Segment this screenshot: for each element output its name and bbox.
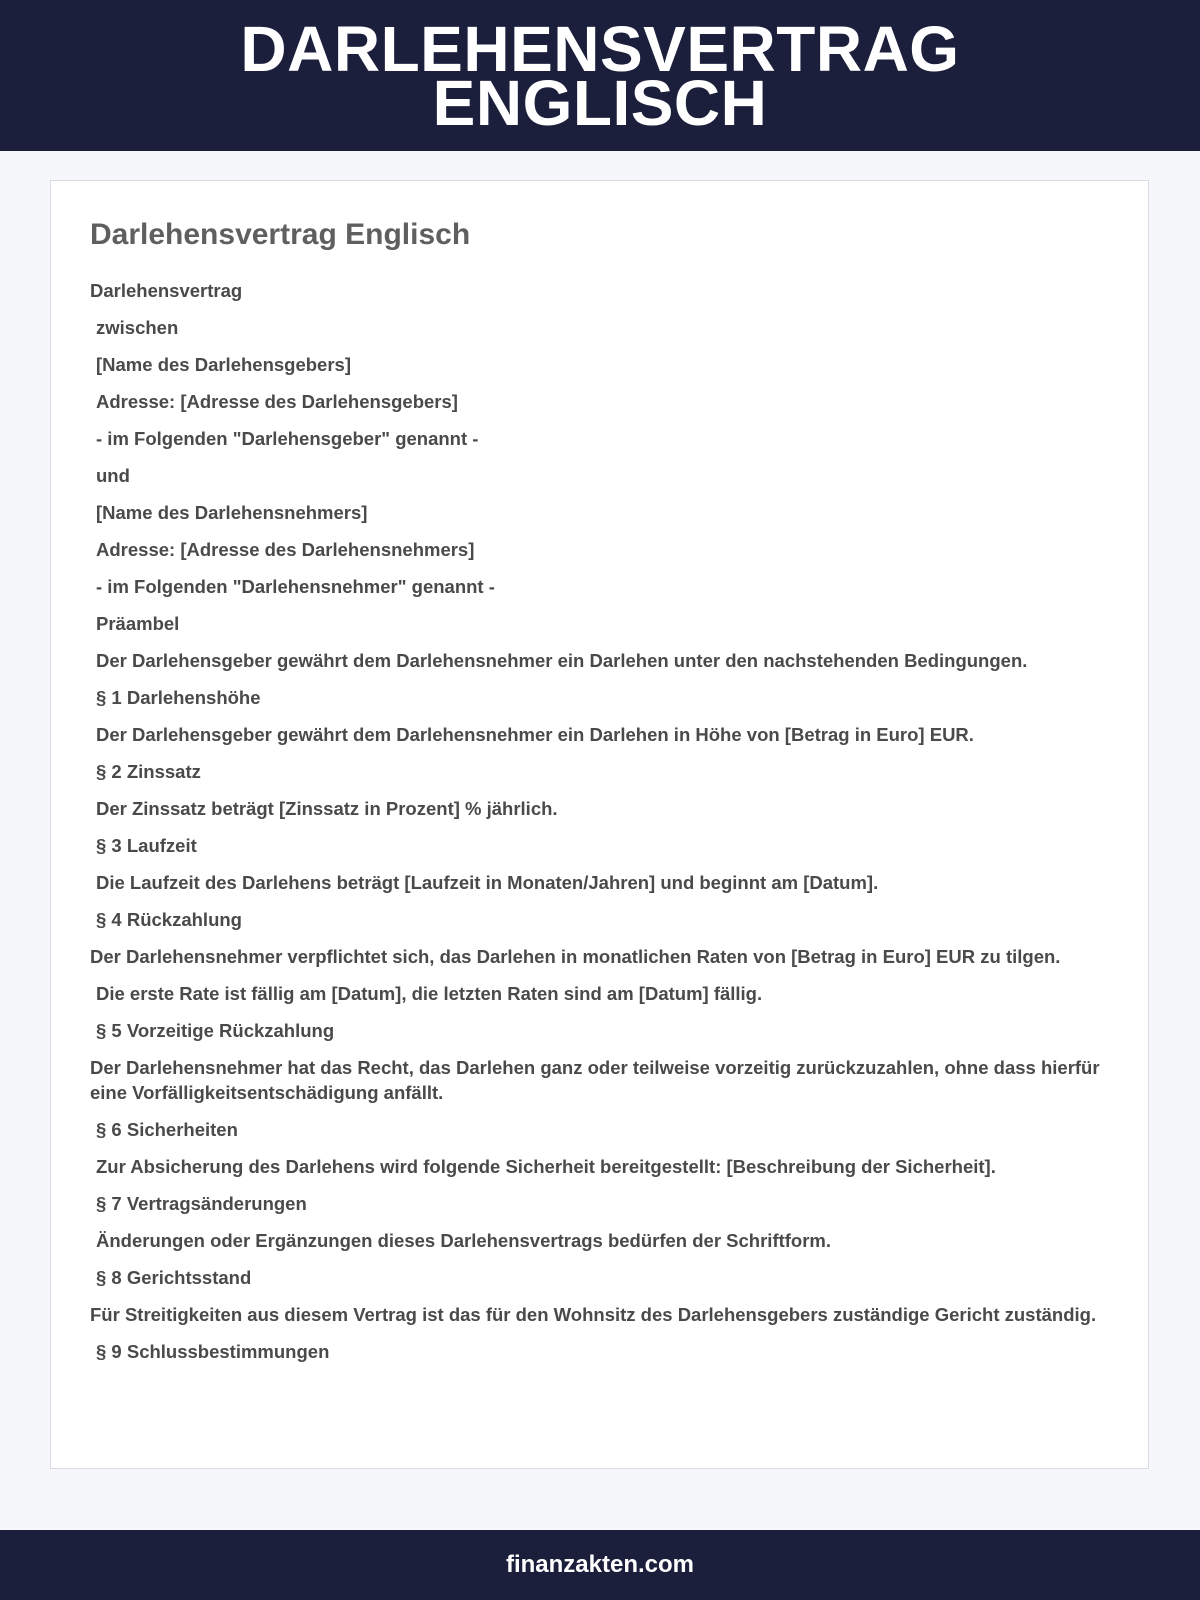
section-heading: § 9 Schlussbestimmungen (96, 1341, 330, 1362)
document-line: Die Laufzeit des Darlehens beträgt [Laufzeit in Monaten/Jahren] und beginnt am [Datum]. (96, 872, 879, 893)
document-line: Darlehensvertrag (90, 280, 243, 301)
section-heading: § 5 Vorzeitige Rückzahlung (96, 1020, 335, 1041)
page-footer (0, 1530, 1200, 1600)
document-body (90, 278, 1110, 1376)
section-heading: § 8 Gerichtsstand (96, 1267, 252, 1288)
section-heading: § 6 Sicherheiten (96, 1119, 238, 1140)
document-line: Der Darlehensgeber gewährt dem Darlehensnehmer ein Darlehen in Höhe von [Betrag in Euro] EUR. (96, 724, 974, 745)
section-heading: § 7 Vertragsänderungen (96, 1193, 307, 1214)
document-line: Adresse: [Adresse des Darlehensgebers] (96, 391, 458, 412)
footer-site-link[interactable]: finanzakten.com (505, 1551, 695, 1578)
document-line: Für Streitigkeiten aus diesem Vertrag ist das für den Wohnsitz des Darlehensgebers zuständige Gericht zuständig. (90, 1304, 1097, 1325)
page-title: DARLEHENSVERTRAG ENGLISCH (240, 12, 960, 139)
section-heading: § 1 Darlehenshöhe (96, 687, 261, 708)
document-line: - im Folgenden "Darlehensgeber" genannt - (96, 428, 479, 449)
document-line: Zur Absicherung des Darlehens wird folgende Sicherheit bereitgestellt: [Beschreibung der Sicherheit]. (96, 1156, 996, 1177)
document-line: Änderungen oder Ergänzungen dieses Darlehensvertrags bedürfen der Schriftform. (96, 1230, 832, 1251)
document-line: Die erste Rate ist fällig am [Datum], die letzten Raten sind am [Datum] fällig. (96, 983, 763, 1004)
document-line: zwischen (96, 317, 179, 338)
document-line: Der Darlehensgeber gewährt dem Darlehensnehmer ein Darlehen unter den nachstehenden Bedingungen. (96, 650, 1028, 671)
document-line: [Name des Darlehensgebers] (96, 354, 351, 375)
document-card (50, 180, 1149, 1469)
document-line: Der Darlehensnehmer hat das Recht, das Darlehen ganz oder teilweise vorzeitig zurückzuzahlen, ohne dass hierfür eine Vorfälligkeitsentschädigung anfällt. (90, 1057, 1105, 1103)
document-line: und (96, 465, 130, 486)
document-line: Präambel (96, 613, 180, 634)
document-line: Adresse: [Adresse des Darlehensnehmers] (96, 539, 475, 560)
document-title: Darlehensvertrag Englisch (90, 218, 471, 251)
document-line: [Name des Darlehensnehmers] (96, 502, 368, 523)
page-header (0, 0, 1200, 151)
document-line: - im Folgenden "Darlehensnehmer" genannt - (96, 576, 495, 597)
section-heading: § 3 Laufzeit (96, 835, 197, 856)
section-heading: § 2 Zinssatz (96, 761, 201, 782)
document-line: Der Zinssatz beträgt [Zinssatz in Prozent] % jährlich. (96, 798, 558, 819)
document-line: Der Darlehensnehmer verpflichtet sich, das Darlehen in monatlichen Raten von [Betrag in Euro] EUR zu tilgen. (90, 946, 1061, 967)
section-heading: § 4 Rückzahlung (96, 909, 242, 930)
